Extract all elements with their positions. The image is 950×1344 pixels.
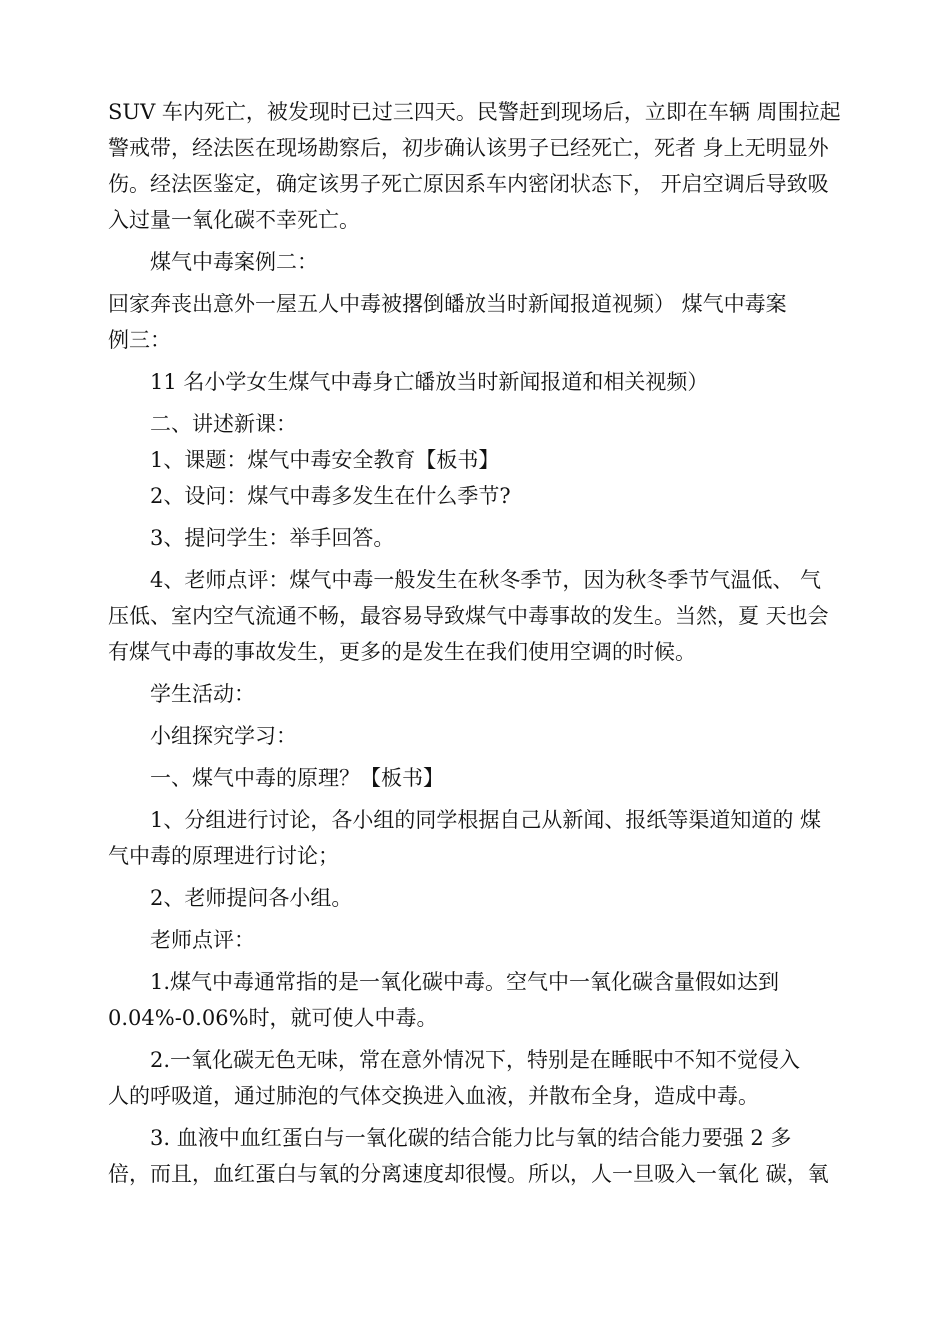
list-item: 4、老师点评：煤气中毒一般发生在秋冬季节，因为秋冬季节气温低、 气 xyxy=(150,568,822,592)
paragraph-line: SUV 车内死亡，被发现时已过三四天。民警赶到现场后，立即在车辆 周围拉起 xyxy=(108,100,841,124)
paragraph-line: 11 名小学女生煤气中毒身亡皤放当时新闻报道和相关视频） xyxy=(150,370,709,394)
paragraph-line: 警戒带，经法医在现场勘察后，初步确认该男子已经死亡，死者 身上无明显外 xyxy=(108,136,829,160)
paragraph-line: 回家奔丧出意外一屋五人中毒被撂倒皤放当时新闻报道视频） 煤气中毒案 xyxy=(108,292,787,316)
list-item: 2、老师提问各小组。 xyxy=(150,886,353,910)
paragraph-line: 例三： xyxy=(108,328,171,352)
document-body xyxy=(108,96,846,1194)
list-item: 2、设问：煤气中毒多发生在什么季节? xyxy=(150,484,511,508)
list-item: 3、提问学生：举手回答。 xyxy=(150,526,395,550)
paragraph-line: 气中毒的原理进行讨论； xyxy=(108,844,339,868)
section-heading: 小组探究学习： xyxy=(150,724,297,748)
list-item: 1.煤气中毒通常指的是一氧化碳中毒。空气中一氧化碳含量假如达到 xyxy=(150,970,780,994)
section-heading: 学生活动： xyxy=(150,682,255,706)
list-item: 1、分组进行讨论，各小组的同学根据自己从新闻、报纸等渠道知道的 煤 xyxy=(150,808,822,832)
paragraph-line: 人的呼吸道，通过肺泡的气体交换进入血液，并散布全身，造成中毒。 xyxy=(108,1084,759,1108)
section-heading: 一、煤气中毒的原理？【板书】 xyxy=(150,766,444,790)
list-item: 2.一氧化碳无色无味，常在意外情况下，特别是在睡眠中不知不觉侵入 xyxy=(150,1048,801,1072)
paragraph-line: 入过量一氧化碳不幸死亡。 xyxy=(108,208,360,232)
list-item: 1、课题：煤气中毒安全教育【板书】 xyxy=(150,448,500,472)
paragraph-line: 倍，而且，血红蛋白与氧的分离速度却很慢。所以，人一旦吸入一氧化 碳，氧 xyxy=(108,1162,829,1186)
paragraph-line: 有煤气中毒的事故发生，更多的是发生在我们使用空调的时候。 xyxy=(108,640,696,664)
list-item: 3. 血液中血红蛋白与一氧化碳的结合能力比与氧的结合能力要强 2 多 xyxy=(150,1126,792,1150)
paragraph-line: 压低、室内空气流通不畅，最容易导致煤气中毒事故的发生。当然，夏 天也会 xyxy=(108,604,829,628)
section-heading: 老师点评： xyxy=(150,928,255,952)
section-heading: 二、讲述新课： xyxy=(150,412,297,436)
case-heading: 煤气中毒案例二： xyxy=(150,250,318,274)
paragraph-line: 0.04%-0.06%时，就可使人中毒。 xyxy=(108,1006,438,1030)
paragraph-line: 伤。经法医鉴定，确定该男子死亡原因系车内密闭状态下， 开启空调后导致吸 xyxy=(108,172,829,196)
